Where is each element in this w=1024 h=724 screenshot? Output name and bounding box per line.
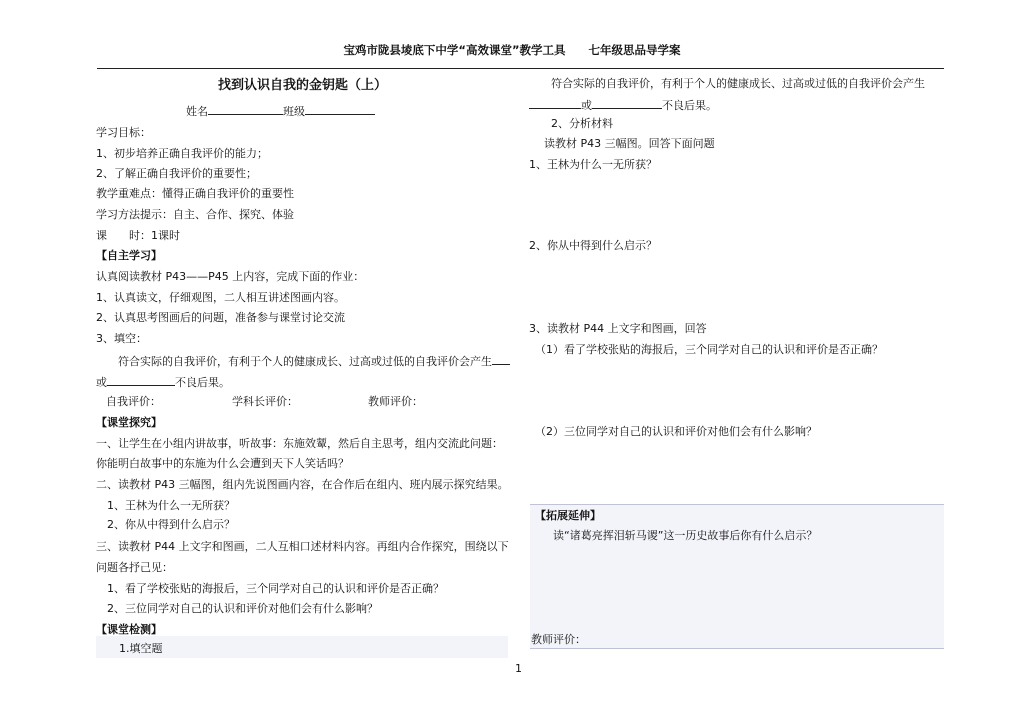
page-number: 1 bbox=[515, 662, 522, 675]
self-study-item-3: 3、填空： bbox=[96, 332, 147, 345]
eval-leader: 学科长评价： bbox=[232, 395, 298, 408]
fill-blank-line-2 bbox=[96, 375, 230, 388]
worksheet-title: 找到认识自我的金钥匙（上） bbox=[218, 78, 388, 93]
analyze-heading: 2、分析材料 bbox=[551, 117, 613, 130]
test-item-1: 1.填空题 bbox=[119, 642, 163, 655]
fill-blank-a[interactable] bbox=[492, 354, 510, 365]
explore-3-q1: 1、看了学校张贴的海报后，三个同学对自己的认识和评价是否正确？ bbox=[107, 582, 444, 595]
explore-heading: 【课堂探究】 bbox=[96, 416, 162, 429]
self-study-item-2: 2、认真思考图画后的问题，准备参与课堂讨论交流 bbox=[96, 311, 345, 324]
self-study-intro: 认真阅读教材 P43——P45 上内容，完成下面的作业： bbox=[96, 270, 365, 283]
header-rule bbox=[97, 68, 944, 69]
right-q3-1: （1）看了学校张贴的海报后，三个同学对自己的认识和评价是否正确？ bbox=[535, 343, 883, 356]
fill-blank-b[interactable] bbox=[107, 375, 175, 386]
name-blank[interactable] bbox=[208, 104, 283, 115]
eval-self: 自我评价： bbox=[106, 395, 161, 408]
explore-2-q1: 1、王林为什么一无所获？ bbox=[107, 499, 235, 512]
key-difficulty: 教学重难点：懂得正确自我评价的重要性 bbox=[96, 187, 294, 200]
period-label: 课 时： bbox=[96, 229, 151, 242]
explore-2: 二、读教材 P43 三幅图，组内先说图画内容，在合作后在组内、班内展示探究结果。 bbox=[96, 478, 509, 491]
self-study-heading: 【自主学习】 bbox=[96, 249, 162, 262]
teacher-eval: 教师评价： bbox=[531, 633, 586, 646]
method-tip: 学习方法提示：自主、合作、探究、体验 bbox=[96, 208, 294, 221]
right-fill-blank-b[interactable] bbox=[592, 98, 662, 109]
fill-blank-line-1 bbox=[118, 354, 510, 367]
fill-text-1: 符合实际的自我评价，有利于个人的健康成长、过高或过低的自我评价会产生 bbox=[118, 355, 492, 368]
extend-question: 读“诸葛亮挥泪斩马谡”这一历史故事后你有什么启示？ bbox=[553, 529, 818, 542]
right-fill-end: 不良后果。 bbox=[662, 99, 717, 112]
self-study-item-1: 1、认真读文，仔细观图，二人相互讲述图画内容。 bbox=[96, 291, 345, 304]
explore-1-line-a: 一、让学生在小组内讲故事，听故事：东施效颦，然后自主思考，组内交流此问题： bbox=[96, 437, 503, 450]
right-fill-line-2 bbox=[529, 98, 717, 111]
right-q1: 1、王林为什么一无所获？ bbox=[529, 158, 657, 171]
test-heading: 【课堂检测】 bbox=[96, 623, 162, 636]
right-fill-blank-a[interactable] bbox=[529, 98, 581, 109]
right-q3: 3、读教材 P44 上文字和图画，回答 bbox=[529, 322, 707, 335]
right-fill-line-1: 符合实际的自我评价，有利于个人的健康成长、过高或过低的自我评价会产生 bbox=[551, 77, 925, 90]
right-fill-or: 或 bbox=[581, 99, 592, 112]
goal-2: 2、了解正确自我评价的重要性； bbox=[96, 167, 257, 180]
class-period bbox=[96, 230, 180, 241]
explore-1-line-b: 你能明白故事中的东施为什么会遭到天下人笑话吗？ bbox=[96, 457, 349, 470]
fill-or: 或 bbox=[96, 376, 107, 389]
goals-heading: 学习目标： bbox=[96, 126, 151, 139]
explore-3-q2: 2、三位同学对自己的认识和评价对他们会有什么影响？ bbox=[107, 602, 378, 615]
name-class-line bbox=[186, 104, 375, 117]
explore-3-line-b: 问题各抒己见： bbox=[96, 561, 173, 574]
explore-3-line-a: 三、读教材 P44 上文字和图画，二人互相口述材料内容。再组内合作探究，围绕以下 bbox=[96, 540, 509, 553]
name-label: 姓名 bbox=[186, 105, 208, 118]
class-blank[interactable] bbox=[305, 104, 375, 115]
page-header: 宝鸡市陇县堎底下中学“高效课堂”教学工具 七年级思品导学案 bbox=[343, 43, 681, 57]
period-value: 1课时 bbox=[151, 229, 180, 242]
fill-end: 不良后果。 bbox=[175, 376, 230, 389]
goal-1: 1、初步培养正确自我评价的能力； bbox=[96, 147, 268, 160]
class-label: 班级 bbox=[283, 105, 305, 118]
right-q3-2: （2）三位同学对自己的认识和评价对他们会有什么影响？ bbox=[535, 425, 817, 438]
extend-box-bottom-rule bbox=[530, 648, 944, 649]
analyze-intro: 读教材 P43 三幅图。回答下面问题 bbox=[544, 137, 715, 150]
extend-heading: 【拓展延伸】 bbox=[535, 509, 601, 522]
explore-2-q2: 2、你从中得到什么启示？ bbox=[107, 518, 235, 531]
extend-box bbox=[530, 504, 944, 648]
extend-box-top-rule bbox=[530, 504, 944, 505]
eval-teacher: 教师评价： bbox=[368, 395, 423, 408]
right-q2: 2、你从中得到什么启示？ bbox=[529, 239, 657, 252]
